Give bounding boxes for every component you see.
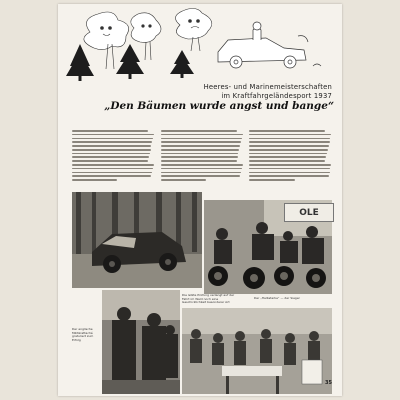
headline: „Den Bäumen wurde angst und bange“ [104,100,334,112]
magazine-page [58,4,342,396]
banner-text: OLE [299,207,319,218]
text-line [161,149,240,151]
text-line [161,141,241,143]
text-line [72,134,154,136]
text-line [161,130,237,132]
text-line [249,130,325,132]
text-line [249,179,294,181]
text-line [161,145,240,147]
cartoon-illustration [58,4,342,84]
text-line [161,160,237,162]
article-body [72,130,332,181]
page-number: 35 [325,380,332,386]
text-line [161,175,240,177]
text-line [249,138,330,140]
photo-car-in-forest [72,192,202,288]
subtitle-line-1: Heeres- und Marinemeisterschaften [203,83,332,91]
text-line [72,130,148,132]
text-line [72,179,117,181]
text-line [72,168,153,170]
text-line [249,175,328,177]
text-line [249,149,328,151]
text-line [72,156,149,158]
text-line [161,172,241,174]
text-line [72,138,153,140]
text-line [249,172,329,174]
text-line [72,141,152,143]
text-line [249,153,327,155]
text-line [249,156,326,158]
text-line [161,164,243,166]
text-line [249,141,329,143]
text-line [161,138,242,140]
text-line [249,160,325,162]
subtitle-line-2: im Kraftfahrgeländesport 1937 [221,92,332,100]
text-line [72,175,151,177]
text-line [249,134,331,136]
caption-rider-left: Der „Halbstarke“ [254,296,280,300]
caption-left: Der englische Militärattaché gratuliert zum Erfolg [72,327,94,342]
text-line [72,145,151,147]
photo-officers-greeting [102,290,180,394]
caption-middle: Die letzte Prüfung verlangt auf der Fahrt im Wald noch eine Geschicklichkeit besonderer Art [182,293,235,305]
text-line [249,145,328,147]
text-column-2 [161,130,244,181]
text-line [72,160,148,162]
caption-riders [254,296,300,300]
text-line [161,179,206,181]
text-line [161,153,239,155]
text-column-3 [249,130,332,181]
text-line [72,153,150,155]
text-line [161,134,243,136]
photo-spectators [182,308,332,394]
caption-rider-right: — der Sieger [280,296,300,300]
text-line [72,172,152,174]
text-line [72,164,154,166]
text-line [249,164,331,166]
text-line [161,168,242,170]
text-line [72,149,151,151]
banner-sign [284,203,334,222]
text-line [161,156,238,158]
text-column-1 [72,130,155,181]
text-line [249,168,330,170]
